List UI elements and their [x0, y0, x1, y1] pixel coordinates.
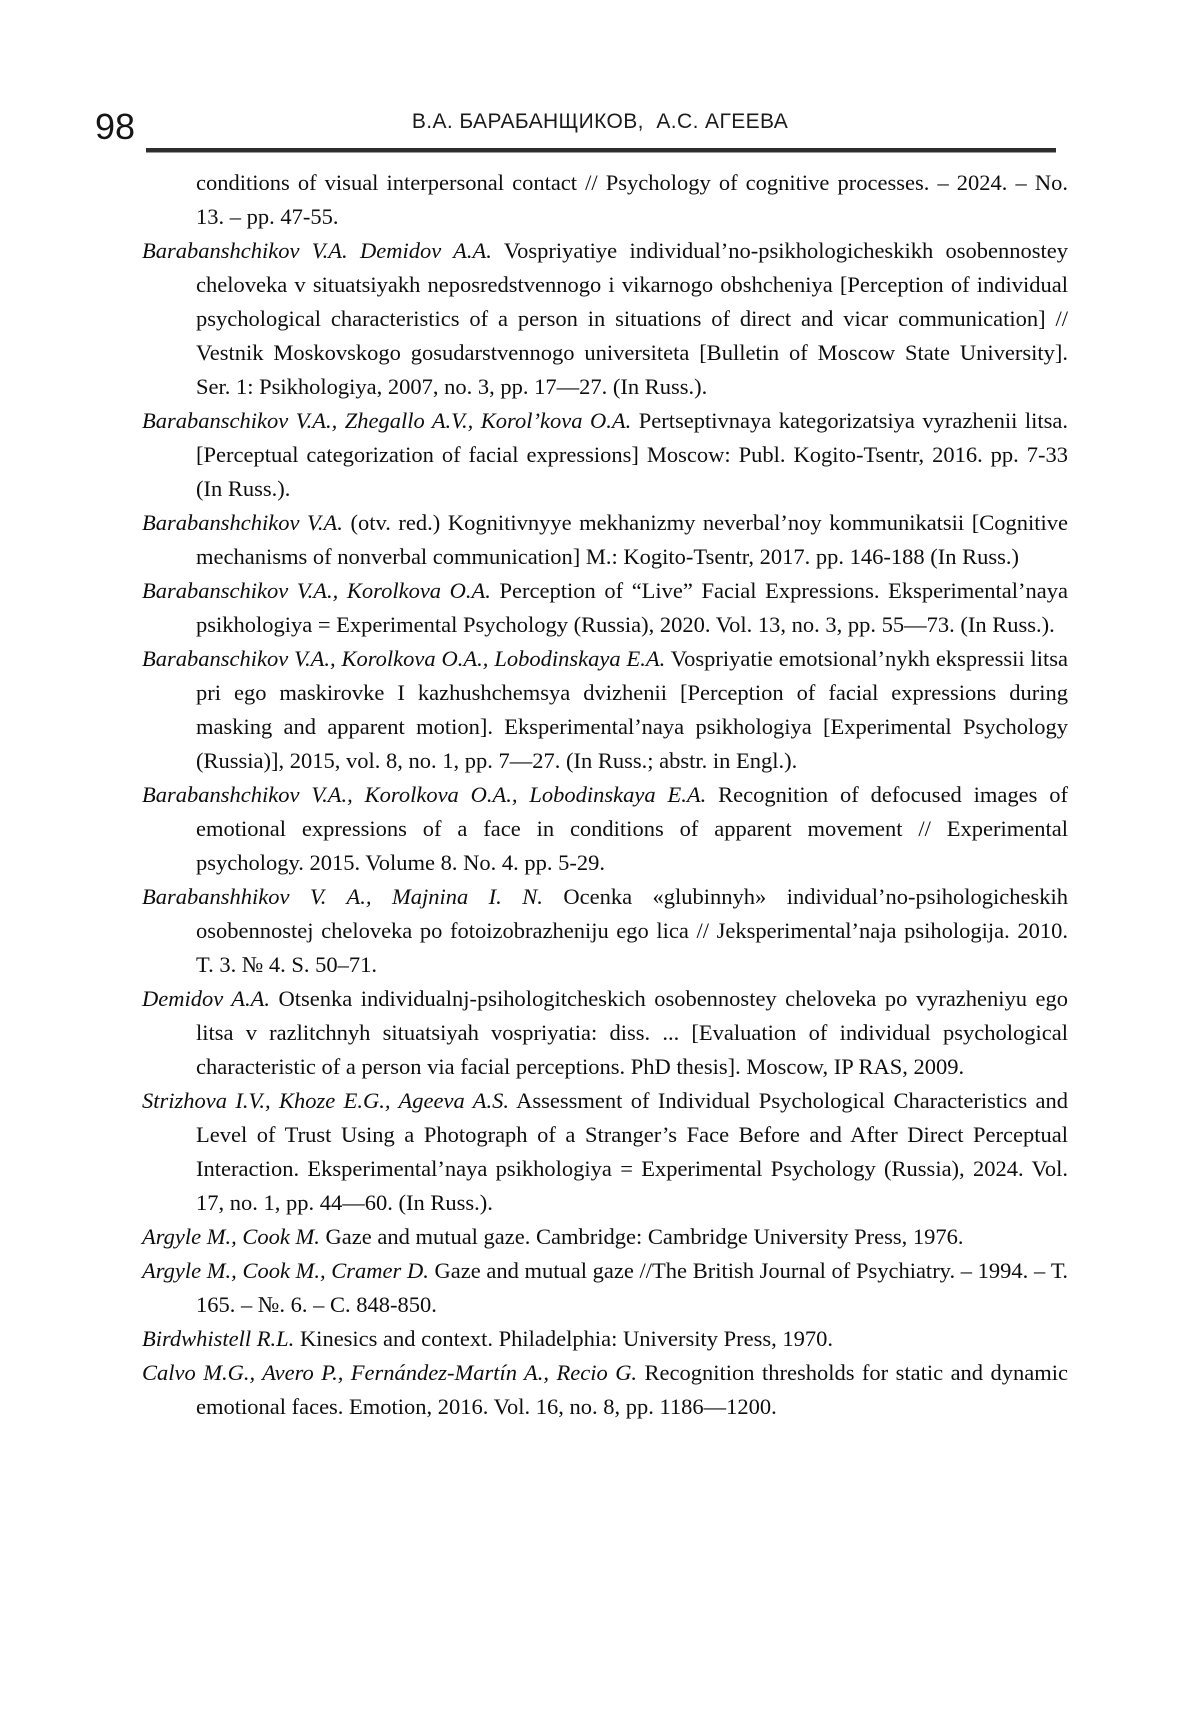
reference-text: Vospriyatiye individual’no-psikhologicheskikh osobennostey cheloveka v situatsiyakh neposredstvennogo i vikarnogo obshcheniya [Perception of individual psychological characteristics of a person in situations of direct and vicar communication] // Vestnik Moskovskogo gosudarstvennogo universiteta [Bulletin of Moscow State University]. Ser. 1: Psikhologiya, 2007, no. 3, pp. 17—27. (In Russ.). [196, 238, 1069, 399]
reference-authors: Argyle M., Cook M. [142, 1224, 320, 1249]
reference-text: Kinesics and context. Philadelphia: University Press, 1970. [299, 1326, 833, 1351]
reference-authors: Demidov A.A. [142, 986, 271, 1011]
reference-entry [142, 506, 1068, 574]
reference-text: (otv. red.) Kognitivnyye mekhanizmy neverbal’noy kommunikatsii [Cognitive mechanisms of nonverbal communication] M.: Kogito-Tsentr, 2017. pp. 146-188 (In Russ.) [196, 510, 1068, 569]
reference-entry [142, 778, 1068, 880]
references-list [142, 166, 1068, 1424]
reference-text: Gaze and mutual gaze //The British Journal of Psychiatry. – 1994. – Т. 165. – №. 6. – С. 848-850. [196, 1258, 1068, 1317]
reference-authors: Barabanschikov V.A., Korolkova O.A., Lobodinskaya E.A. [142, 646, 666, 671]
reference-entry [142, 642, 1068, 778]
reference-authors: Calvo M.G., Avero P., Fernández-Martín A., Recio G. [142, 1360, 638, 1385]
reference-entry [142, 1220, 1068, 1254]
reference-entry [142, 1254, 1068, 1322]
reference-authors: Barabanshchikov V.A. Demidov A.A. [142, 238, 492, 263]
reference-authors: Strizhova I.V., Khoze E.G., Ageeva A.S. [142, 1088, 509, 1113]
reference-text: Assessment of Individual Psychological Characteristics and Level of Trust Using a Photograph of a Stranger’s Face Before and After Direct Perceptual Interaction. Eksperimental’naya psikhologiya = Experimental Psychology (Russia), 2024. Vol. 17, no. 1, pp. 44—60. (In Russ.). [196, 1088, 1069, 1215]
reference-authors: Barabanshhikov V. A., Majnina I. N. [142, 884, 543, 909]
reference-authors: Barabanshchikov V.A. [142, 510, 343, 535]
reference-entry [142, 982, 1068, 1084]
running-header: В.А. БАРАБАНЩИКОВ, А.С. АГЕЕВА [411, 110, 789, 133]
reference-entry [142, 1322, 1068, 1356]
reference-entry [142, 574, 1068, 642]
reference-authors: Barabanschikov V.A., Zhegallo A.V., Korol’kova O.A. [142, 408, 632, 433]
reference-entry [142, 880, 1068, 982]
reference-authors: Barabanschikov V.A., Korolkova O.A. [142, 578, 491, 603]
reference-text: Gaze and mutual gaze. Cambridge: Cambridge University Press, 1976. [325, 1224, 964, 1249]
reference-text: Vospriyatie emotsional’nykh ekspressii litsa pri ego maskirovke I kazhushchemsya dvizhenii [Perception of facial expressions during masking and apparent motion]. Eksperimental’naya psikhologiya [Experimental Psychology (Russia)], 2015, vol. 8, no. 1, pp. 7—27. (In Russ.; abstr. in Engl.). [196, 646, 1069, 773]
reference-text: Pertseptivnaya kategorizatsiya vyrazhenii litsa. [Perceptual categorization of facial expressions] Moscow: Publ. Kogito-Tsentr, 2016. pp. 7-33 (In Russ.). [196, 408, 1068, 501]
reference-text: conditions of visual interpersonal contact // Psychology of cognitive processes. – 2024. – No. 13. – pp. 47-55. [196, 170, 1068, 229]
reference-entry [142, 1084, 1068, 1220]
page-number: 98 [95, 106, 136, 147]
reference-authors: Argyle M., Cook M., Cramer D. [142, 1258, 429, 1283]
reference-authors: Barabanshchikov V.A., Korolkova O.A., Lobodinskaya E.A. [142, 782, 707, 807]
reference-authors: Birdwhistell R.L. [142, 1326, 295, 1351]
reference-entry [142, 166, 1068, 234]
header-rule [146, 148, 1056, 153]
reference-text: Otsenka individualnj-psihologitcheskich osobennostey cheloveka po vyrazheniyu ego litsa v razlitchnyh situatsiyah vospriyatia: diss. ... [Evaluation of individual psychological characteristic of a person via facial perceptions. PhD thesis]. Moscow, IP RAS, 2009. [196, 986, 1068, 1079]
reference-text: Ocenka «glubinnyh» individual’no-psihologicheskih osobennostej cheloveka po fotoizobrazheniju ego lica // Jeksperimental’naja psihologija. 2010. T. 3. № 4. S. 50–71. [196, 884, 1068, 977]
reference-text: Perception of “Live” Facial Expressions. Eksperimental’naya psikhologiya = Experimental Psychology (Russia), 2020. Vol. 13, no. 3, pp. 55—73. (In Russ.). [196, 578, 1068, 637]
reference-entry [142, 404, 1068, 506]
reference-text: Recognition thresholds for static and dynamic emotional faces. Emotion, 2016. Vol. 16, no. 8, pp. 1186—1200. [196, 1360, 1068, 1419]
reference-entry [142, 1356, 1068, 1424]
reference-text: Recognition of defocused images of emotional expressions of a face in conditions of apparent movement // Experimental psychology. 2015. Volume 8. No. 4. pp. 5-29. [196, 782, 1069, 875]
reference-entry [142, 234, 1068, 404]
